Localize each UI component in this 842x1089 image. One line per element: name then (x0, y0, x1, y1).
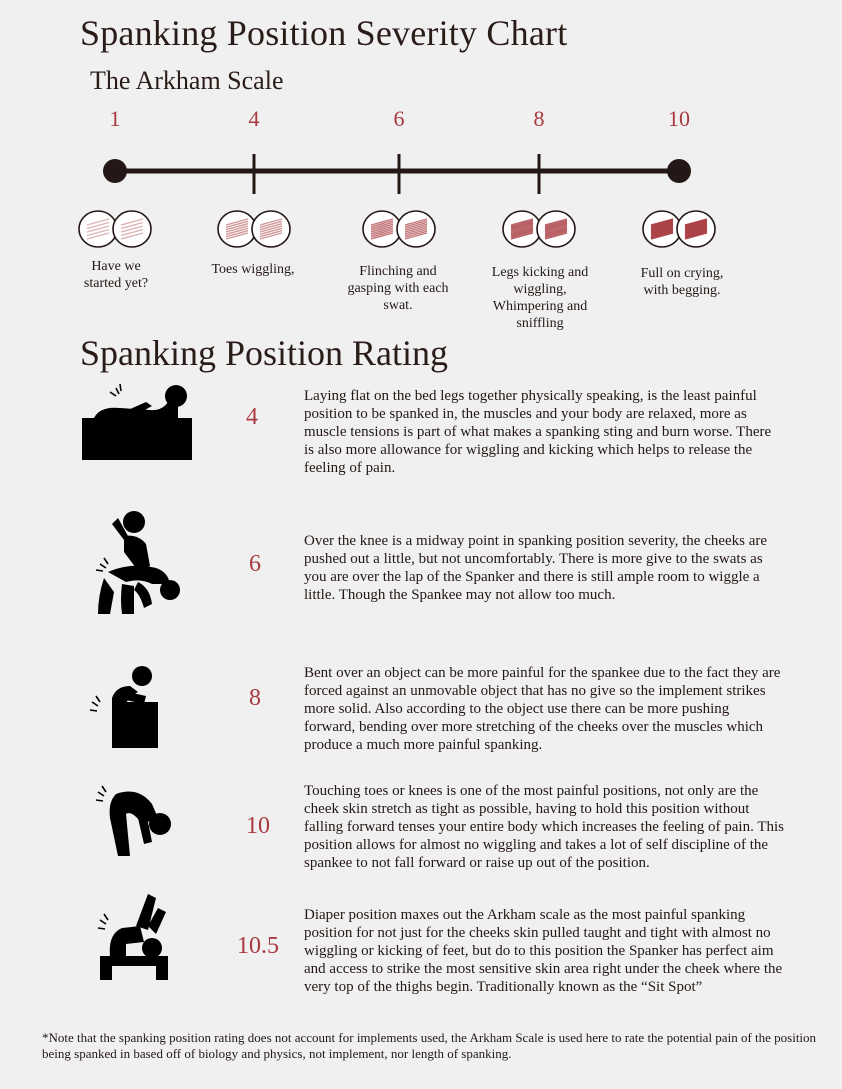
rating-description: Bent over an object can be more painful for the spankee due to the fact they are forced against an unmovable object that has no give so the implement strikes more solid. Also according to the object use there can be more pushing forward, bending over more stretching of the cheeks over the muscles which produce a much more painful spanking. (304, 665, 781, 753)
touching-toes-icon (92, 782, 176, 857)
rating-value: 10 (246, 813, 270, 839)
over-the-knee-icon (90, 508, 185, 618)
scale-label-10: Full on crying, with begging. (640, 266, 724, 298)
scale-label-4: Toes wiggling, (211, 262, 295, 277)
scale-number-6: 6 (393, 106, 405, 131)
lying-flat-icon (80, 380, 195, 462)
scale-number-1: 1 (109, 106, 121, 131)
scale-number-8: 8 (533, 106, 545, 131)
scale-label-6: Flinching and gasping with each swat. (347, 264, 449, 313)
rating-description: Laying flat on the bed legs together physically speaking, is the least painful position to be spanked in, the muscles and your body are relaxed, more as muscle tensions is part of what makes a spanking sting and burn worse. There is also more allowance for wiggling and kicking which helps to release the feeling of pain. (304, 388, 772, 476)
arkham-scale (0, 0, 842, 340)
section-title: Spanking Position Rating (80, 333, 449, 373)
scale-start-dot (103, 159, 127, 183)
diaper-position-icon (96, 890, 176, 982)
rating-description: Touching toes or knees is one of the most painful positions, not only are the cheek skin stretch as tight as possible, having to hold this position without falling forward tenses your entire body which increases the feeling of pain. This position allows for almost no wiggling and takes a lot of self discipline of the spankee to not fall forward or raise up out of the position. (304, 783, 784, 871)
severity-bottom-icon (503, 211, 575, 247)
bent-over-object-icon (86, 662, 166, 750)
scale-number-4: 4 (248, 106, 260, 131)
severity-bottom-icon (218, 211, 290, 247)
scale-number-10: 10 (668, 106, 690, 131)
rating-value: 4 (246, 404, 258, 430)
severity-bottom-icon (643, 211, 715, 247)
rating-value: 6 (249, 551, 261, 577)
rating-description: Over the knee is a midway point in spanking position severity, the cheeks are pushed out a little, but not uncomfortably. There is more give to the swats as you are over the lap of the Spanker and there is still ample room to wiggle a little. Though the Spankee may not allow too much. (304, 533, 768, 603)
scale-end-dot (667, 159, 691, 183)
rating-description: Diaper position maxes out the Arkham scale as the most painful spanking position for not just for the cheeks skin pulled taught and tight with almost no wiggling or kicking of feet, but do to this position the Spanker has perfect aim and access to strike the most sensitive skin area right under the cheek where the very top of the thighs begin. Traditionally known as the “Sit Spot” (304, 907, 783, 995)
page-title: Spanking Position Severity Chart (80, 13, 568, 53)
rating-value: 10.5 (237, 933, 279, 959)
severity-bottom-icon (363, 211, 435, 247)
scale-label-1: Have we started yet? (83, 259, 149, 291)
page-subtitle: The Arkham Scale (90, 66, 284, 95)
scale-label-8: Legs kicking and wiggling, Whimpering and sniffling (491, 265, 589, 331)
severity-bottom-icon (79, 211, 151, 247)
rating-value: 8 (249, 685, 261, 711)
footnote: *Note that the spanking position rating does not account for implements used, the Arkham Scale is used here to rate the potential pain of the position being spanked in based off of biology and physics, not implement, nor length of spanking. (42, 1030, 817, 1061)
